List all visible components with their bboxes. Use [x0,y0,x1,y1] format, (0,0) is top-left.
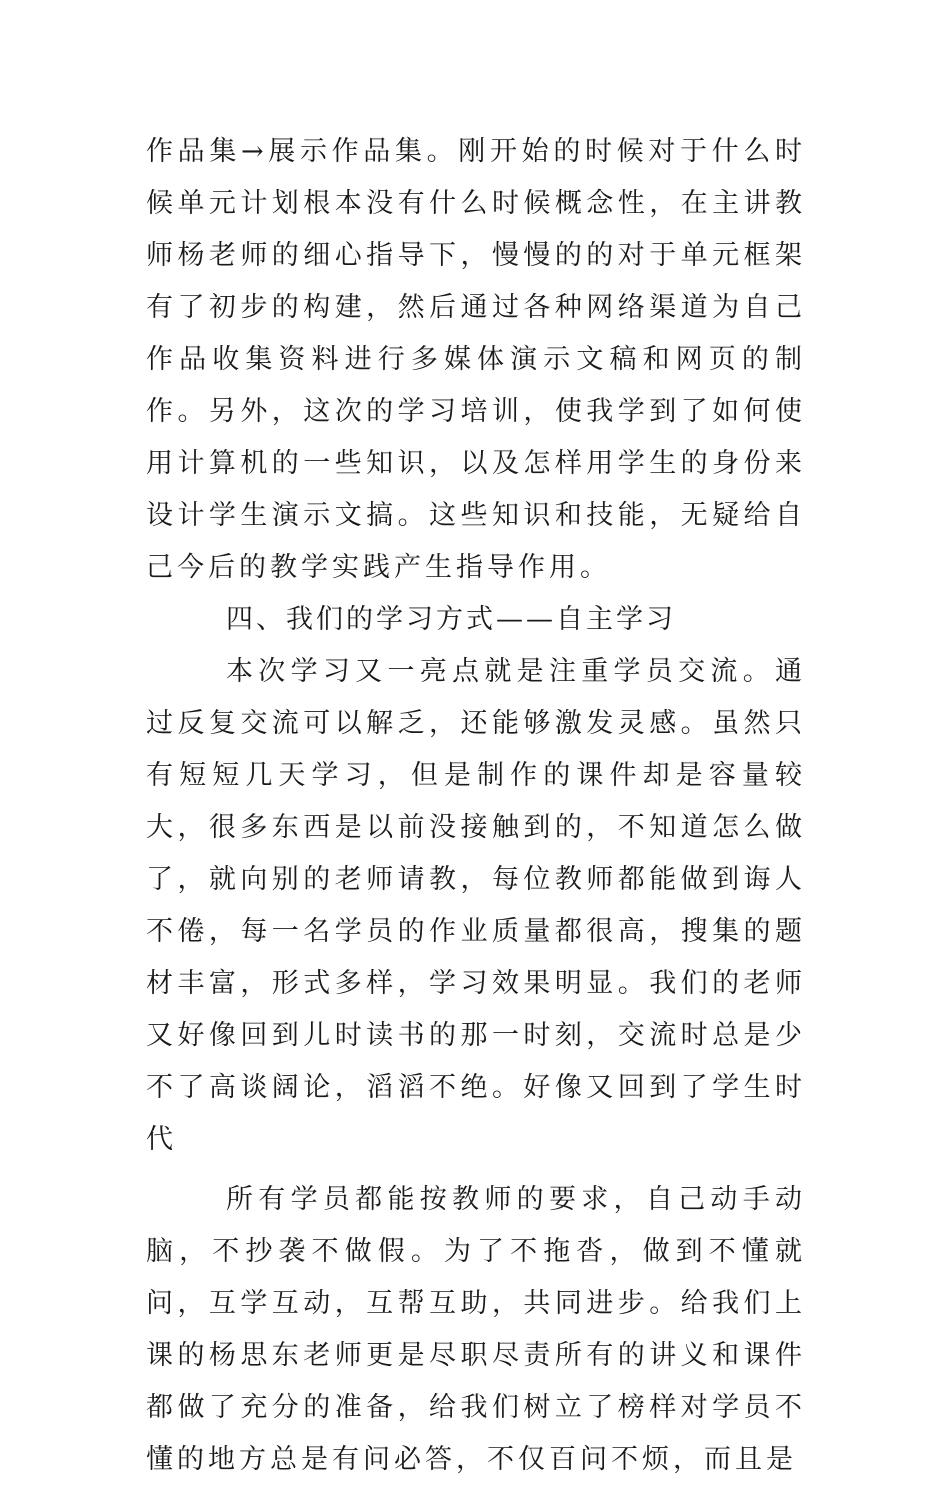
section-heading-learning-method: 四、我们的学习方式——自主学习 [226,604,676,635]
paragraph-student-conduct: 所有学员都能按教师的要求，自己动手动脑，不抄袭不做假。为了不拖沓，做到不懂就问，互学互动，互帮互助，共同进步。给我们上课的杨思东老师更是尽职尽责所有的讲义和课件都做了充分的准备，给我们树立了榜样对学员不懂的地方总是有问必答，不仅百问不烦，而且是 [146,1184,806,1475]
document-body [146,126,806,1486]
paragraph-student-exchange: 本次学习又一亮点就是注重学员交流。通过反复交流可以解乏，还能够激发灵感。虽然只有短短几天学习，但是制作的课件却是容量较大，很多东西是以前没接触到的，不知道怎么做了，就向别的老师请教，每位教师都能做到诲人不倦，每一名学员的作业质量都很高，搜集的题材丰富，形式多样，学习效果明显。我们的老师又好像回到儿时读书的那一时刻，交流时总是少不了高谈阔论，滔滔不绝。好像又回到了学生时代 [146,656,806,1155]
paragraph-portfolio-summary: 作品集→展示作品集。刚开始的时候对于什么时候单元计划根本没有什么时候概念性，在主讲教师杨老师的细心指导下，慢慢的的对于单元框架有了初步的构建，然后通过各种网络渠道为自己作品收集资料进行多媒体演示文稿和网页的制作。另外，这次的学习培训，使我学到了如何使用计算机的一些知识，以及怎样用学生的身份来设计学生演示文搞。这些知识和技能，无疑给自己今后的教学实践产生指导作用。 [146,136,806,583]
